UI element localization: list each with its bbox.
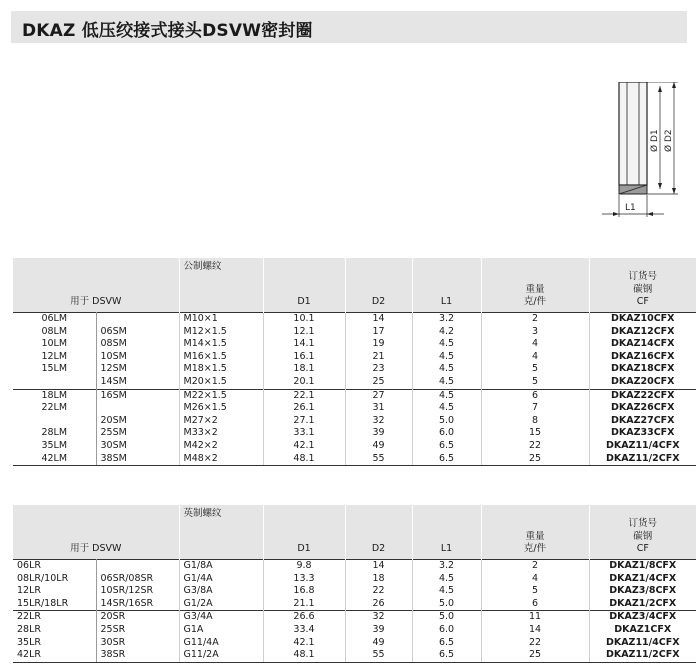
- d1-label: Ø D1: [650, 129, 660, 152]
- table-row: [13, 326, 696, 339]
- d1-cell: 21.1: [263, 598, 345, 611]
- used-for-header: 用于 DSVW: [13, 258, 179, 313]
- used-for-l-cell: 10LM: [41, 338, 68, 350]
- thread-cell: M48×2: [179, 453, 263, 466]
- weight-cell: 6: [481, 389, 589, 402]
- weight-cell: 5: [481, 376, 589, 389]
- table-row: [13, 585, 696, 598]
- used-for-header: 用于 DSVW: [13, 505, 179, 560]
- d2-cell: 39: [345, 624, 412, 637]
- l1-cell: 6.0: [412, 427, 481, 440]
- weight-cell: 2: [481, 560, 589, 573]
- thread-cell: M22×1.5: [179, 389, 263, 402]
- thread-cell: M27×2: [179, 415, 263, 428]
- used-for-l-cell: 42LM: [13, 453, 96, 466]
- order-number-cell: DKAZ1/2CFX: [589, 598, 696, 611]
- d2-cell: 31: [345, 402, 412, 415]
- order-number-cell: DKAZ16CFX: [589, 351, 696, 364]
- thread-header: 公制螺纹: [179, 258, 263, 313]
- thread-cell: G1A: [179, 624, 263, 637]
- used-for-l-cell: [13, 415, 96, 428]
- d1-cell: 14.1: [263, 338, 345, 351]
- arrow-icon: [658, 183, 662, 189]
- weight-header: 重量 克/件: [481, 258, 589, 313]
- d1-cell: 18.1: [263, 363, 345, 376]
- order-number-cell: DKAZ1/8CFX: [589, 560, 696, 573]
- used-for-s-cell: 06SM: [96, 326, 179, 339]
- table-row: [13, 427, 696, 440]
- weight-cell: 6: [481, 598, 589, 611]
- used-for-s-cell: 16SM: [96, 389, 179, 402]
- table-row: [13, 637, 696, 650]
- weight-cell: 25: [481, 453, 589, 466]
- table-row: [13, 598, 696, 611]
- table-row: [13, 611, 696, 624]
- weight-cell: 2: [481, 313, 589, 326]
- d1-cell: 42.1: [263, 440, 345, 453]
- weight-cell: 3: [481, 326, 589, 339]
- l1-cell: 3.2: [412, 560, 481, 573]
- d2-label: Ø D2: [664, 129, 674, 152]
- order-number-cell: DKAZ1CFX: [589, 624, 696, 637]
- table-row: [13, 624, 696, 637]
- d2-cell: 17: [345, 326, 412, 339]
- table-row: [13, 415, 696, 428]
- d1-cell: 42.1: [263, 637, 345, 650]
- l1-cell: 5.0: [412, 415, 481, 428]
- used-for-s-cell: 38SM: [96, 453, 179, 466]
- thread-header: 英制螺纹: [179, 505, 263, 560]
- d2-cell: 32: [345, 415, 412, 428]
- d1-header: D1: [263, 258, 345, 313]
- order-number-cell: DKAZ11/2CFX: [589, 649, 696, 662]
- thread-cell: M18×1.5: [179, 363, 263, 376]
- used-for-s-cell: 14SR/16SR: [96, 598, 179, 611]
- l1-cell: 4.5: [412, 376, 481, 389]
- weight-cell: 14: [481, 624, 589, 637]
- used-for-s-cell: 30SM: [96, 440, 179, 453]
- used-for-s-cell: 14SM: [96, 376, 179, 389]
- thread-cell: G3/4A: [179, 611, 263, 624]
- seal-body-outline: [619, 82, 647, 185]
- order-number-cell: DKAZ11/4CFX: [589, 440, 696, 453]
- thread-cell: M42×2: [179, 440, 263, 453]
- d1-cell: 22.1: [263, 389, 345, 402]
- thread-cell: G1/8A: [179, 560, 263, 573]
- used-for-s-cell: 30SR: [96, 637, 179, 650]
- used-for-l-cell: 12LM: [41, 350, 68, 362]
- used-for-s-cell: 20SR: [96, 611, 179, 624]
- used-for-l-cell: 08LM: [41, 325, 68, 337]
- l1-header: L1: [412, 505, 481, 560]
- order-number-cell: DKAZ18CFX: [589, 363, 696, 376]
- used-for-s-cell: 25SR: [96, 624, 179, 637]
- l1-cell: 6.5: [412, 649, 481, 662]
- order-number-cell: DKAZ20CFX: [589, 376, 696, 389]
- arrow-icon: [647, 212, 653, 216]
- table-row: [13, 453, 696, 466]
- table-row: [13, 389, 696, 402]
- d2-cell: 14: [345, 560, 412, 573]
- d1-cell: 13.3: [263, 573, 345, 586]
- table-header-row: [13, 505, 696, 560]
- table-row: [13, 649, 696, 662]
- imperial-thread-table: [13, 505, 696, 663]
- used-for-l-cell: 42LR: [13, 649, 96, 662]
- table-row: [13, 363, 696, 376]
- d2-cell: 22: [345, 585, 412, 598]
- d2-cell: 25: [345, 376, 412, 389]
- d1-cell: 33.1: [263, 427, 345, 440]
- d2-cell: 55: [345, 649, 412, 662]
- thread-cell: G3/8A: [179, 585, 263, 598]
- d2-cell: 14: [345, 313, 412, 326]
- l1-cell: 6.5: [412, 440, 481, 453]
- l1-cell: 4.5: [412, 389, 481, 402]
- title-bar: [11, 11, 687, 43]
- d2-cell: 55: [345, 453, 412, 466]
- thread-cell: G1/4A: [179, 573, 263, 586]
- used-for-s-cell: [96, 560, 179, 573]
- table-row: [13, 313, 696, 326]
- d1-cell: 33.4: [263, 624, 345, 637]
- weight-cell: 11: [481, 611, 589, 624]
- d2-cell: 32: [345, 611, 412, 624]
- thread-cell: M26×1.5: [179, 402, 263, 415]
- order-number-header: 订货号 碳钢 CF: [589, 505, 696, 560]
- metric-table-body: [13, 313, 696, 466]
- weight-cell: 5: [481, 585, 589, 598]
- thread-cell: M10×1: [179, 313, 263, 326]
- d1-cell: 16.1: [263, 351, 345, 364]
- order-number-cell: DKAZ11/4CFX: [589, 637, 696, 650]
- d1-cell: 16.8: [263, 585, 345, 598]
- l1-cell: 4.5: [412, 402, 481, 415]
- weight-cell: 4: [481, 338, 589, 351]
- l1-label: L1: [625, 203, 636, 213]
- order-number-cell: DKAZ1/4CFX: [589, 573, 696, 586]
- used-for-l-cell: 35LM: [41, 439, 68, 451]
- used-for-s-cell: 12SM: [96, 363, 179, 376]
- arrow-icon: [672, 188, 676, 194]
- thread-cell: M20×1.5: [179, 376, 263, 389]
- used-for-s-cell: 25SM: [96, 427, 179, 440]
- order-number-cell: DKAZ12CFX: [589, 326, 696, 339]
- used-for-l-cell: 12LR: [17, 585, 41, 597]
- d1-cell: 10.1: [263, 313, 345, 326]
- used-for-l-cell: 35LR: [17, 636, 41, 648]
- l1-cell: 4.5: [412, 573, 481, 586]
- l1-cell: 4.5: [412, 338, 481, 351]
- thread-cell: G11/4A: [179, 637, 263, 650]
- l1-cell: 5.0: [412, 598, 481, 611]
- d2-header: D2: [345, 258, 412, 313]
- l1-cell: 3.2: [412, 313, 481, 326]
- d2-cell: 49: [345, 440, 412, 453]
- arrow-icon: [658, 86, 662, 92]
- order-number-cell: DKAZ22CFX: [589, 389, 696, 402]
- used-for-l-cell: 15LM: [41, 363, 68, 375]
- used-for-s-cell: [96, 402, 179, 415]
- d2-cell: 27: [345, 389, 412, 402]
- used-for-l-cell: 18LM: [13, 389, 96, 402]
- weight-cell: 22: [481, 637, 589, 650]
- order-number-cell: DKAZ26CFX: [589, 402, 696, 415]
- thread-cell: M14×1.5: [179, 338, 263, 351]
- table-row: [13, 573, 696, 586]
- weight-cell: 25: [481, 649, 589, 662]
- l1-header: L1: [412, 258, 481, 313]
- d1-cell: 20.1: [263, 376, 345, 389]
- d1-cell: 9.8: [263, 560, 345, 573]
- table-row: [13, 402, 696, 415]
- weight-cell: 7: [481, 402, 589, 415]
- used-for-s-cell: 38SR: [96, 649, 179, 662]
- used-for-s-cell: 10SR/12SR: [96, 585, 179, 598]
- thread-cell: G1/2A: [179, 598, 263, 611]
- page-title: DKAZ 低压绞接式接头DSVW密封圈: [22, 21, 313, 41]
- d2-cell: 26: [345, 598, 412, 611]
- used-for-l-cell: 15LR/18LR: [17, 597, 69, 609]
- l1-cell: 5.0: [412, 611, 481, 624]
- table-row: [13, 440, 696, 453]
- used-for-l-cell: 28LM: [41, 427, 68, 439]
- order-number-cell: DKAZ14CFX: [589, 338, 696, 351]
- d1-cell: 48.1: [263, 453, 345, 466]
- weight-header: 重量 克/件: [481, 505, 589, 560]
- used-for-s-cell: 10SM: [96, 351, 179, 364]
- used-for-s-cell: [96, 313, 179, 326]
- d2-cell: 49: [345, 637, 412, 650]
- table-row: [13, 560, 696, 573]
- l1-cell: 4.5: [412, 585, 481, 598]
- table-header-row: [13, 258, 696, 313]
- order-number-cell: DKAZ27CFX: [589, 415, 696, 428]
- order-number-cell: DKAZ10CFX: [589, 313, 696, 326]
- seal-dimension-drawing: [588, 82, 688, 222]
- used-for-s-cell: 06SR/08SR: [96, 573, 179, 586]
- thread-cell: M16×1.5: [179, 351, 263, 364]
- d1-cell: 48.1: [263, 649, 345, 662]
- weight-cell: 5: [481, 363, 589, 376]
- l1-cell: 6.0: [412, 624, 481, 637]
- d2-header: D2: [345, 505, 412, 560]
- weight-cell: 15: [481, 427, 589, 440]
- used-for-l-cell: 28LR: [17, 623, 41, 635]
- l1-cell: 6.5: [412, 453, 481, 466]
- weight-cell: 4: [481, 351, 589, 364]
- used-for-l-cell: 06LR: [17, 560, 41, 571]
- order-number-cell: DKAZ3/4CFX: [589, 611, 696, 624]
- d1-cell: 27.1: [263, 415, 345, 428]
- d1-cell: 26.1: [263, 402, 345, 415]
- used-for-l-cell: 22LR: [13, 611, 96, 624]
- d1-cell: 26.6: [263, 611, 345, 624]
- weight-cell: 8: [481, 415, 589, 428]
- order-number-cell: DKAZ11/2CFX: [589, 453, 696, 466]
- table-row: [13, 351, 696, 364]
- used-for-l-cell: [13, 376, 96, 389]
- order-number-cell: DKAZ33CFX: [589, 427, 696, 440]
- table-row: [13, 338, 696, 351]
- l1-cell: 6.5: [412, 637, 481, 650]
- weight-cell: 22: [481, 440, 589, 453]
- imperial-table-body: [13, 560, 696, 663]
- arrow-icon: [613, 212, 619, 216]
- used-for-l-cell: 08LR/10LR: [17, 572, 69, 584]
- l1-cell: 4.5: [412, 363, 481, 376]
- d1-cell: 12.1: [263, 326, 345, 339]
- thread-cell: M12×1.5: [179, 326, 263, 339]
- arrow-icon: [672, 82, 676, 88]
- weight-cell: 4: [481, 573, 589, 586]
- thread-cell: G11/2A: [179, 649, 263, 662]
- used-for-l-cell: 22LM: [41, 402, 68, 414]
- table-row: [13, 376, 696, 389]
- used-for-l-cell: 06LM: [41, 313, 68, 324]
- d2-cell: 21: [345, 351, 412, 364]
- order-number-cell: DKAZ3/8CFX: [589, 585, 696, 598]
- metric-thread-table: [13, 258, 696, 466]
- used-for-s-cell: 08SM: [96, 338, 179, 351]
- d2-cell: 23: [345, 363, 412, 376]
- d2-cell: 19: [345, 338, 412, 351]
- d2-cell: 18: [345, 573, 412, 586]
- d1-header: D1: [263, 505, 345, 560]
- thread-cell: M33×2: [179, 427, 263, 440]
- d2-cell: 39: [345, 427, 412, 440]
- order-number-header: 订货号 碳钢 CF: [589, 258, 696, 313]
- used-for-s-cell: 20SM: [96, 415, 179, 428]
- l1-cell: 4.2: [412, 326, 481, 339]
- l1-cell: 4.5: [412, 351, 481, 364]
